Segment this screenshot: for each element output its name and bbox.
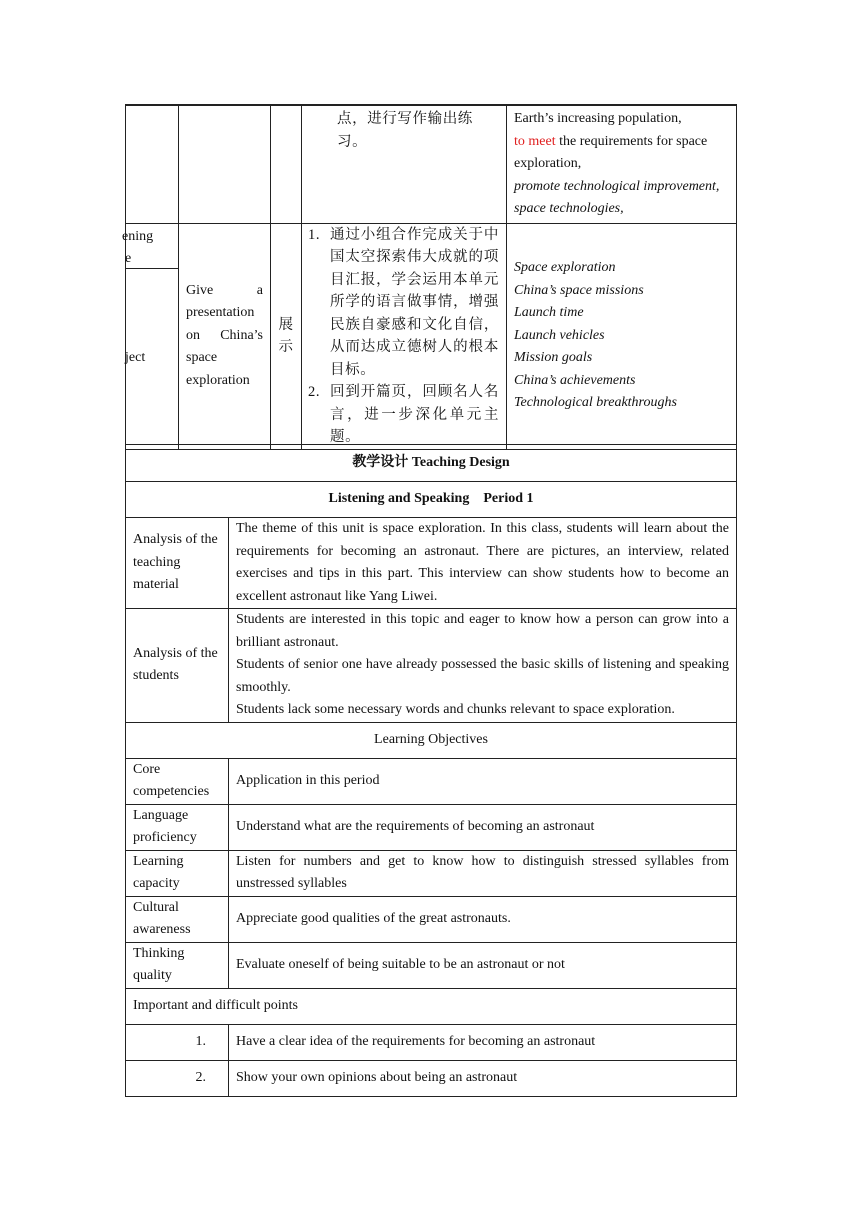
stage-cell [126,268,179,449]
objectives-heading: Learning Objectives [126,722,737,758]
stage-cell [126,105,179,223]
section-heading: 教学设计 Teaching Design [126,445,737,482]
language-list [507,106,736,223]
stage-label-fragment: e [125,250,132,266]
objective-label: Cultural awareness [126,896,229,942]
table-row [126,223,737,268]
keyword: China’s achievements [514,372,636,388]
language-cell [507,223,737,449]
keyword: Technological breakthroughs [514,395,677,411]
point-number: 2. [126,1060,229,1096]
stage-cell [122,223,179,268]
objective-label: Language proficiency [126,804,229,850]
table-row [126,850,737,896]
language-cell [507,105,737,223]
objective-label: Thinking quality [126,942,229,988]
table-row [126,609,737,723]
objective-text: Evaluate oneself of being suitable to be an astronaut or not [229,942,737,988]
table-row [126,758,737,804]
mode-cell [271,105,302,223]
lesson-plan-continuation-table [122,104,737,450]
period-title: Listening and Speaking Period 1 [126,482,737,518]
procedure-cell [302,223,507,449]
objective-label: Learning capacity [126,850,229,896]
objective-text: Understand what are the requirements of becoming an astronaut [229,804,737,850]
highlighted-phrase: to meet [514,133,556,149]
table-row [126,804,737,850]
teaching-design-table [125,444,737,1097]
analysis-material-text: The theme of this unit is space exploration. In this class, students will learn about the requirements for becoming an astronaut. There are pictures, an interview, related exercises and tips in this part. This interview can show students how to become an excellent astronaut like Yang Liwei. [229,518,737,609]
keyword: China’s space missions [514,282,644,298]
list-item: 2. 回到开篇页，回顾名人名言，进一步深化单元主题。 [308,384,499,445]
keyword: Mission goals [514,350,593,366]
activity-text: Give a presentation on China’s space exploration [186,282,263,388]
point-text: Show your own opinions about being an astronaut [229,1060,737,1096]
language-line: Earth’s increasing population, [514,111,682,126]
table-row [126,445,737,482]
row-label: Analysis of the students [126,609,229,723]
point-number: 1. [126,1024,229,1060]
objective-text: Appreciate good qualities of the great astronauts. [229,896,737,942]
procedure-steps [302,224,506,449]
language-line: space technologies, [514,201,624,216]
language-line: exploration, [514,156,582,171]
table-row [126,1024,737,1060]
analysis-students-text: Students are interested in this topic and eager to know how a person can grow into a brilliant astronaut. Students of senior one have already possessed the basic skills of listening and speaking smoothly. Students lack some necessary words and chunks relevant to space exploration. [229,609,737,723]
table-row [126,105,737,223]
keyword: Launch time [514,305,584,321]
activity-cell [179,105,271,223]
row-label: Analysis of the teaching material [126,518,229,609]
table-row [126,722,737,758]
mode-cell [271,223,302,449]
procedure-text: 点，进行写作输出练习。 [337,111,473,150]
point-text: Have a clear idea of the requirements for becoming an astronaut [229,1024,737,1060]
activity-cell [179,223,271,449]
stage-label-fragment: ject [125,349,146,365]
table-row [126,942,737,988]
keyword-list [507,255,736,417]
procedure-cell [302,105,507,223]
objective-label: Core competencies [126,758,229,804]
table-row [126,482,737,518]
objective-text: Listen for numbers and get to know how to distinguish stressed syllables from unstressed syllables [229,850,737,896]
keyword: Space exploration [514,260,616,276]
objective-text: Application in this period [229,758,737,804]
table-row [126,1060,737,1096]
table-row [126,988,737,1024]
language-line: promote technological improvement, [514,178,720,194]
points-heading: Important and difficult points [126,988,737,1024]
mode-label: 展示 [278,317,294,355]
table-row [126,518,737,609]
keyword: Launch vehicles [514,327,605,343]
list-item: 1. 通过小组合作完成关于中国太空探索伟大成就的项目汇报，学会运用本单元所学的语言做事情，增强民族自豪感和文化自信，从而达成立德树人的根本目标。 [308,226,499,378]
language-line: to meet the requirements for space [514,133,708,149]
table-row [126,896,737,942]
stage-label-fragment: ening [122,228,154,244]
